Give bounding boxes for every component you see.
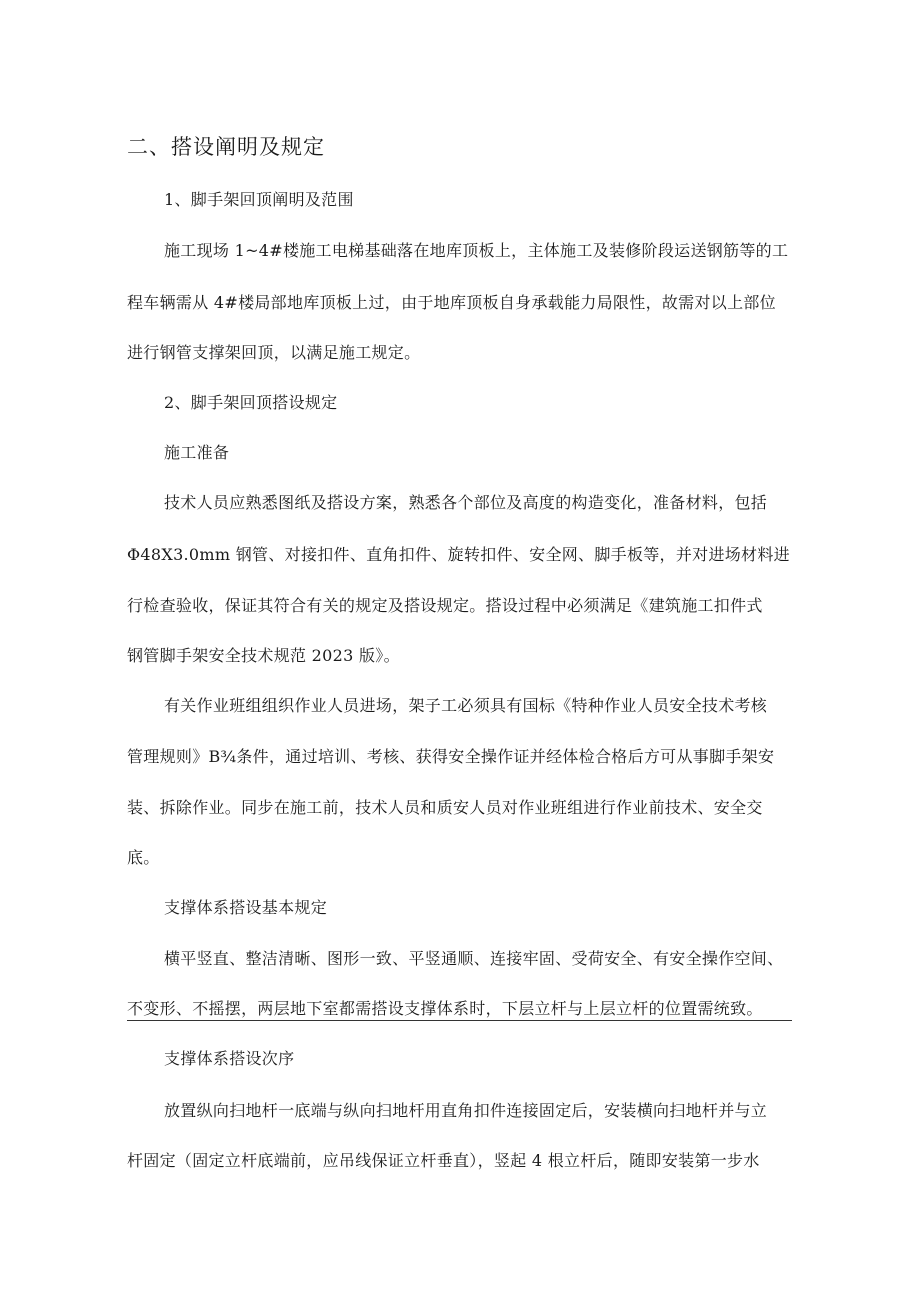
paragraph-line: 有关作业班组组织作业人员进场，架子工必须具有国标《特种作业人员安全技术考核 bbox=[164, 696, 768, 715]
paragraph-line: 装、拆除作业。同步在施工前，技术人员和质安人员对作业班组进行作业前技术、安全交 bbox=[127, 798, 763, 817]
horizontal-rule bbox=[127, 1020, 792, 1021]
paragraph-line: 技术人员应熟悉图纸及搭设方案，熟悉各个部位及高度的构造变化，准备材料，包括 bbox=[164, 493, 768, 512]
subsection-1-title: 1、脚手架回顶阐明及范围 bbox=[164, 190, 354, 209]
subsection-2-title: 2、脚手架回顶搭设规定 bbox=[164, 393, 338, 412]
paragraph-line: 钢管脚手架安全技术规范 2023 版》。 bbox=[127, 646, 400, 665]
prep-title: 施工准备 bbox=[164, 443, 230, 462]
paragraph-line: 杆固定（固定立杆底端前，应吊线保证立杆垂直），竖起 4 根立杆后，随即安装第一步水 bbox=[127, 1151, 760, 1170]
section-heading: 二、搭设阐明及规定 bbox=[127, 135, 325, 159]
paragraph-line: 放置纵向扫地杆一底端与纵向扫地杆用直角扣件连接固定后，安装横向扫地杆并与立 bbox=[164, 1101, 768, 1120]
paragraph-line: 横平竖直、整洁清晰、图形一致、平竖通顺、连接牢固、受荷安全、有安全操作空间、 bbox=[164, 949, 784, 968]
basic-rules-title: 支撑体系搭设基本规定 bbox=[164, 898, 328, 917]
paragraph-line: 进行钢管支撑架回顶，以满足施工规定。 bbox=[127, 343, 421, 362]
paragraph-line: 不变形、不摇摆，两层地下室都需搭设支撑体系时，下层立杆与上层立杆的位置需统致。 bbox=[127, 999, 763, 1018]
order-title: 支撑体系搭设次序 bbox=[164, 1049, 295, 1068]
paragraph-line: 程车辆需从 4#楼局部地库顶板上过，由于地库顶板自身承载能力局限性，故需对以上部位 bbox=[127, 293, 776, 312]
paragraph-line: 底。 bbox=[127, 848, 160, 867]
paragraph-line: Φ48X3.0mm 钢管、对接扣件、直角扣件、旋转扣件、安全网、脚手板等，并对进场材料进 bbox=[127, 545, 790, 564]
paragraph-line: 施工现场 1~4#楼施工电梯基础落在地库顶板上，主体施工及装修阶段运送钢筋等的工 bbox=[164, 241, 789, 260]
paragraph-line: 行检查验收，保证其符合有关的规定及搭设规定。搭设过程中必须满足《建筑施工扣件式 bbox=[127, 596, 763, 615]
paragraph-line: 管理规则》B¾条件，通过培训、考核、获得安全操作证并经体检合格后方可从事脚手架安 bbox=[127, 747, 775, 766]
